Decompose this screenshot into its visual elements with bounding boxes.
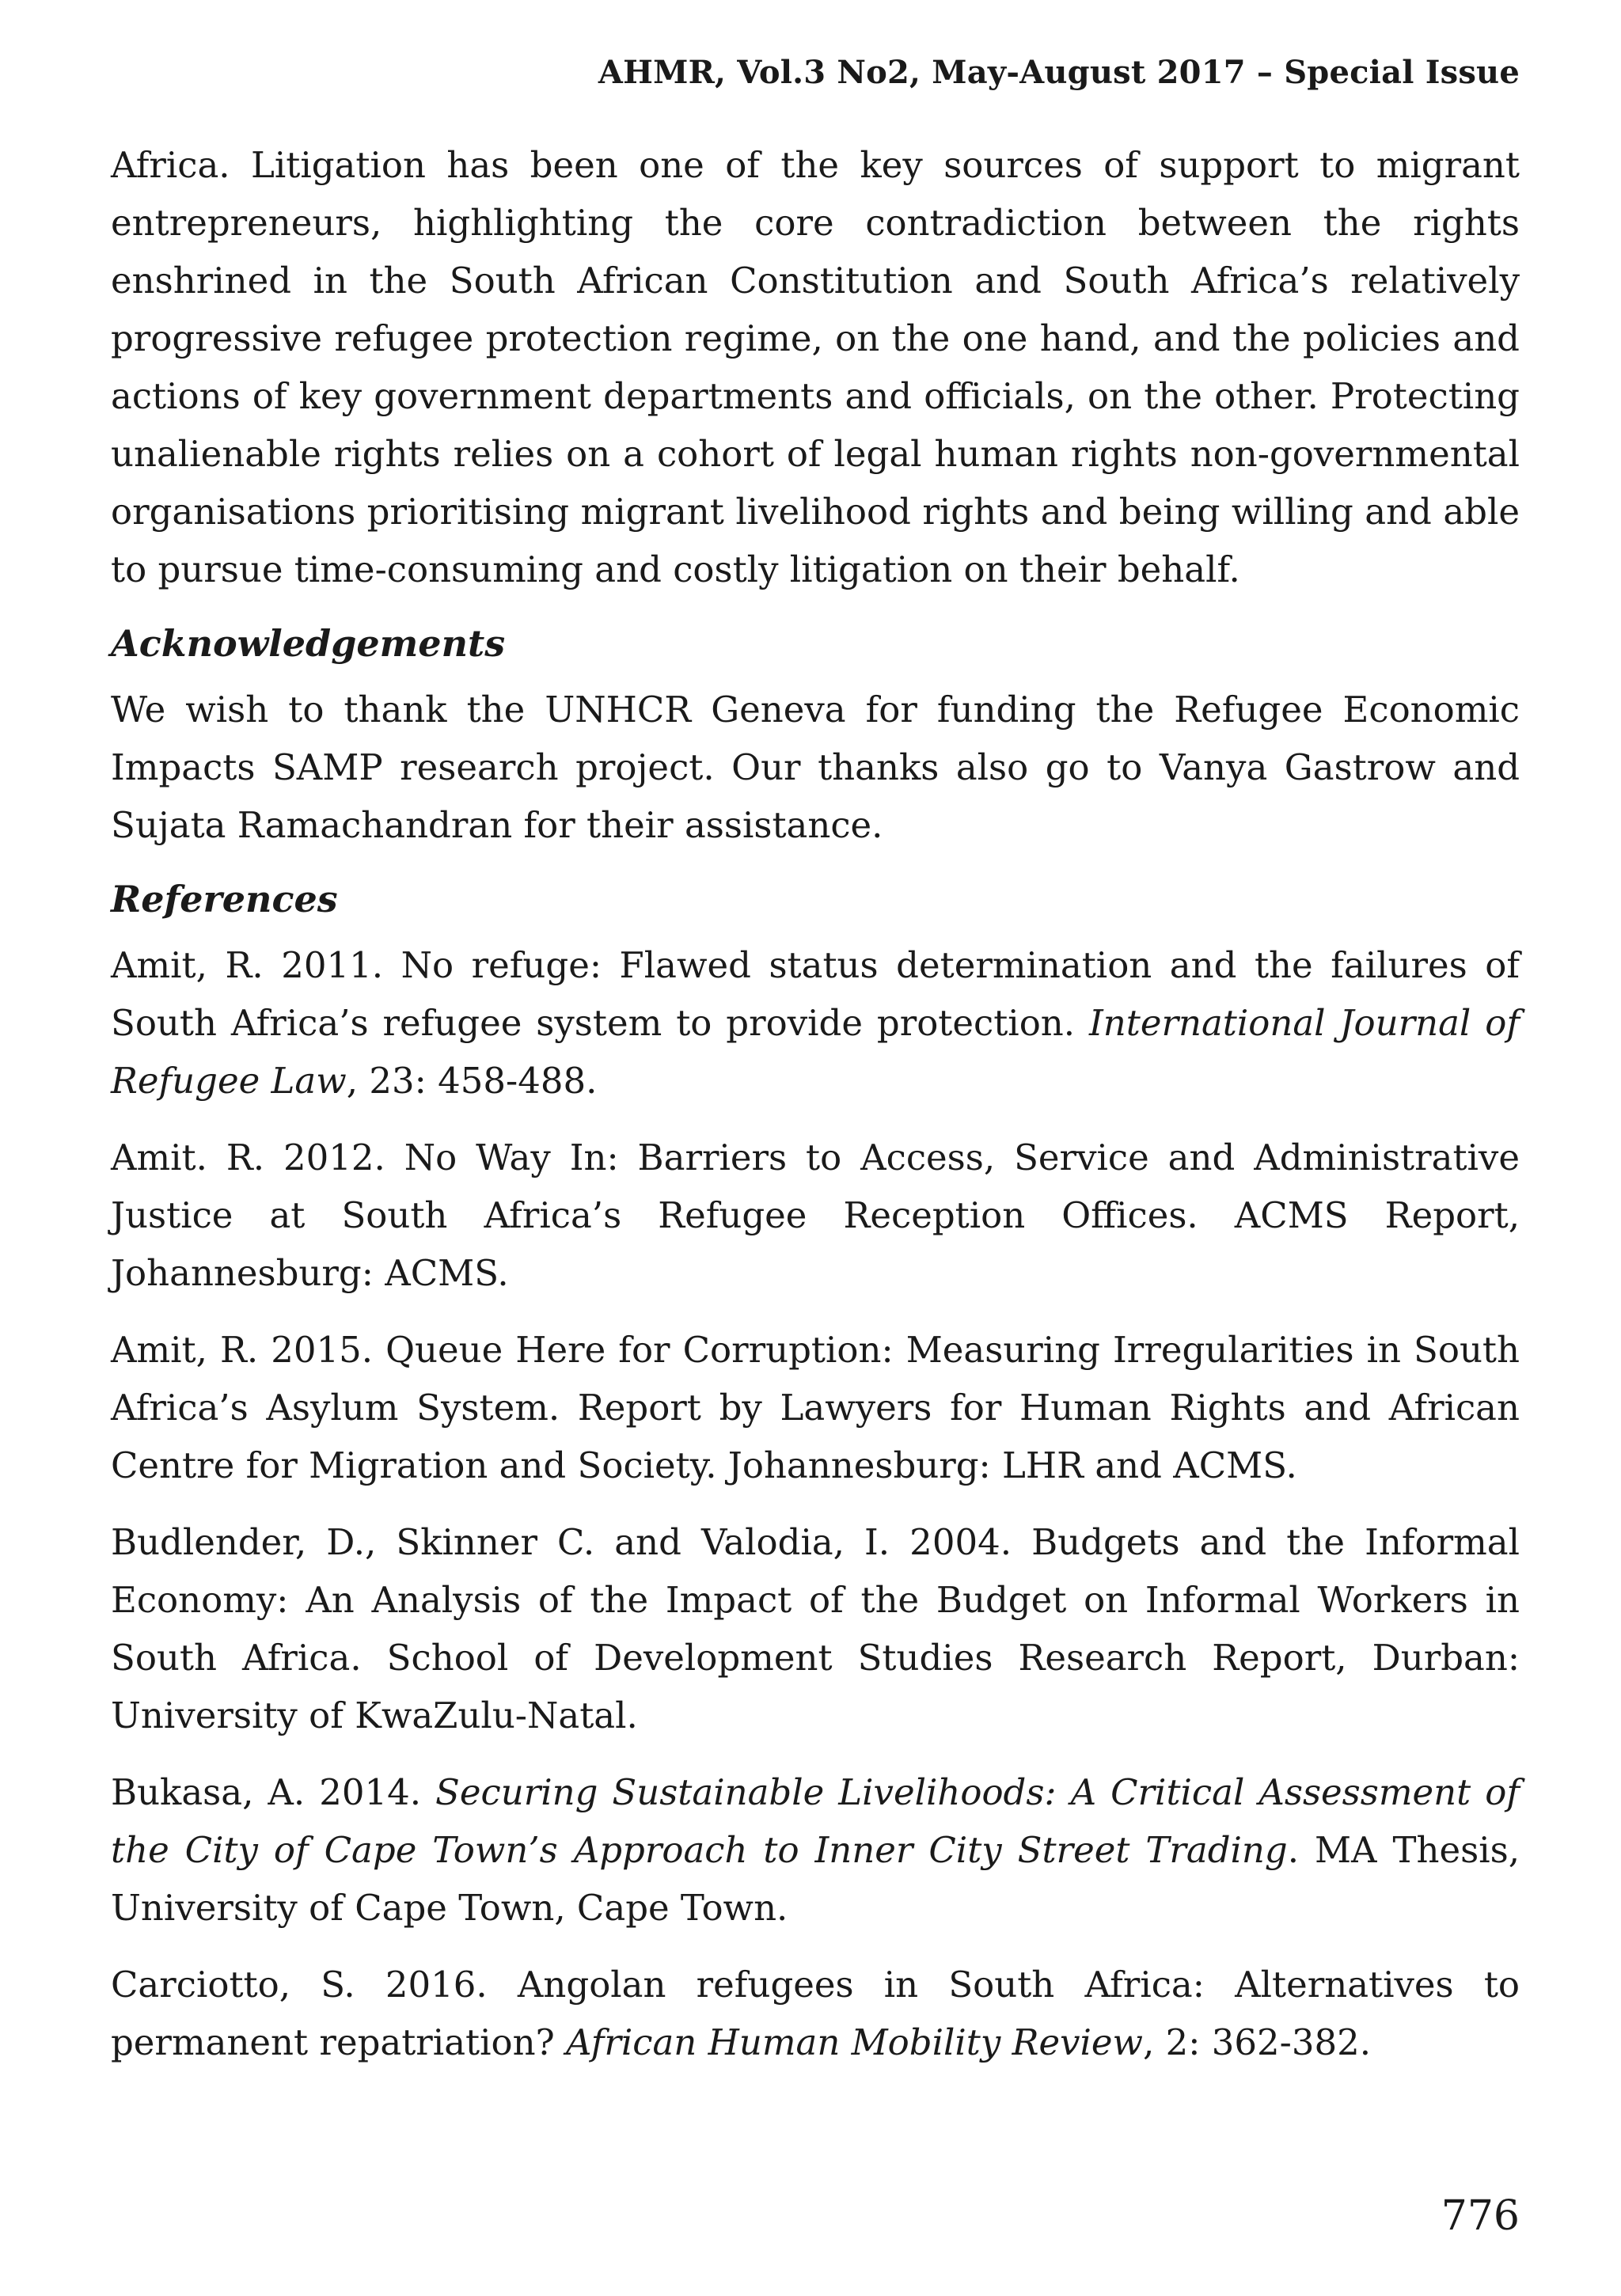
reference-item [111, 1321, 1520, 1494]
references-list [111, 936, 1520, 2071]
reference-text: , 2: 362-382. [1143, 2021, 1372, 2063]
reference-item [111, 1513, 1520, 1744]
reference-item [111, 1956, 1520, 2071]
acknowledgements-paragraph: We wish to thank the UNHCR Geneva for funding the Refugee Economic Impacts SAMP research project. Our thanks also go to Vanya Gastrow and Sujata Ramachandran for their assistance. [111, 689, 1520, 846]
page-number: 776 [1441, 2192, 1520, 2240]
reference-text: Amit, R. 2011. No refuge: Flawed status determination and the failures of South Africa’s refugee system to provide protection. [111, 944, 1520, 1044]
reference-text: Amit, R. 2015. Queue Here for Corruption: Measuring Irregularities in South Africa’s Asylum System. Report by Lawyers for Human Rights and African Centre for Migration and Society. Johannesburg: LHR and ACMS. [111, 1329, 1520, 1486]
reference-text: , 23: 458-488. [346, 1060, 598, 1102]
intro-paragraph: Africa. Litigation has been one of the key sources of support to migrant entrepreneurs, highlighting the core contradiction between the rights enshrined in the South African Constitution and South Africa’s relatively progressive refugee protection regime, on the one hand, and the policies and actions of key government departments and officials, on the other. Protecting unalienable rights relies on a cohort of legal human rights non-governmental organisations prioritising migrant livelihood rights and being willing and able to pursue time-consuming and costly litigation on their behalf. [111, 144, 1520, 590]
reference-title: Securing Sustainable Livelihoods: A Critical Assessment of the City of Cape Town’s Approach to Inner City Street Trading [111, 1771, 1520, 1871]
reference-text: Carciotto, S. 2016. Angolan refugees in South Africa: Alternatives to permanent repatriation? [111, 1964, 1520, 2063]
reference-text: Amit. R. 2012. No Way In: Barriers to Access, Service and Administrative Justice at South Africa’s Refugee Reception Offices. ACMS Report, Johannesburg: ACMS. [111, 1137, 1520, 1294]
document-page [111, 0, 1520, 2296]
body-text [111, 136, 1520, 2090]
reference-item [111, 1763, 1520, 1937]
reference-title: International Journal of Refugee Law [111, 1002, 1520, 1102]
reference-text: Bukasa, A. 2014. [111, 1771, 436, 1813]
reference-text: Budlender, D., Skinner C. and Valodia, I. 2004. Budgets and the Informal Economy: An Analysis of the Impact of the Budget on Informal Workers in South Africa. School of Development Studies Research Report, Durban: University of KwaZulu-Natal. [111, 1521, 1520, 1736]
reference-item [111, 936, 1520, 1110]
references-heading: References [111, 878, 338, 920]
reference-title: African Human Mobility Review [566, 2021, 1144, 2063]
running-head: AHMR, Vol.3 No2, May-August 2017 – Special Issue [598, 54, 1520, 91]
acknowledgements-heading: Acknowledgements [111, 622, 506, 665]
reference-item [111, 1129, 1520, 1302]
reference-text: . MA Thesis, University of Cape Town, Cape Town. [111, 1829, 1520, 1929]
